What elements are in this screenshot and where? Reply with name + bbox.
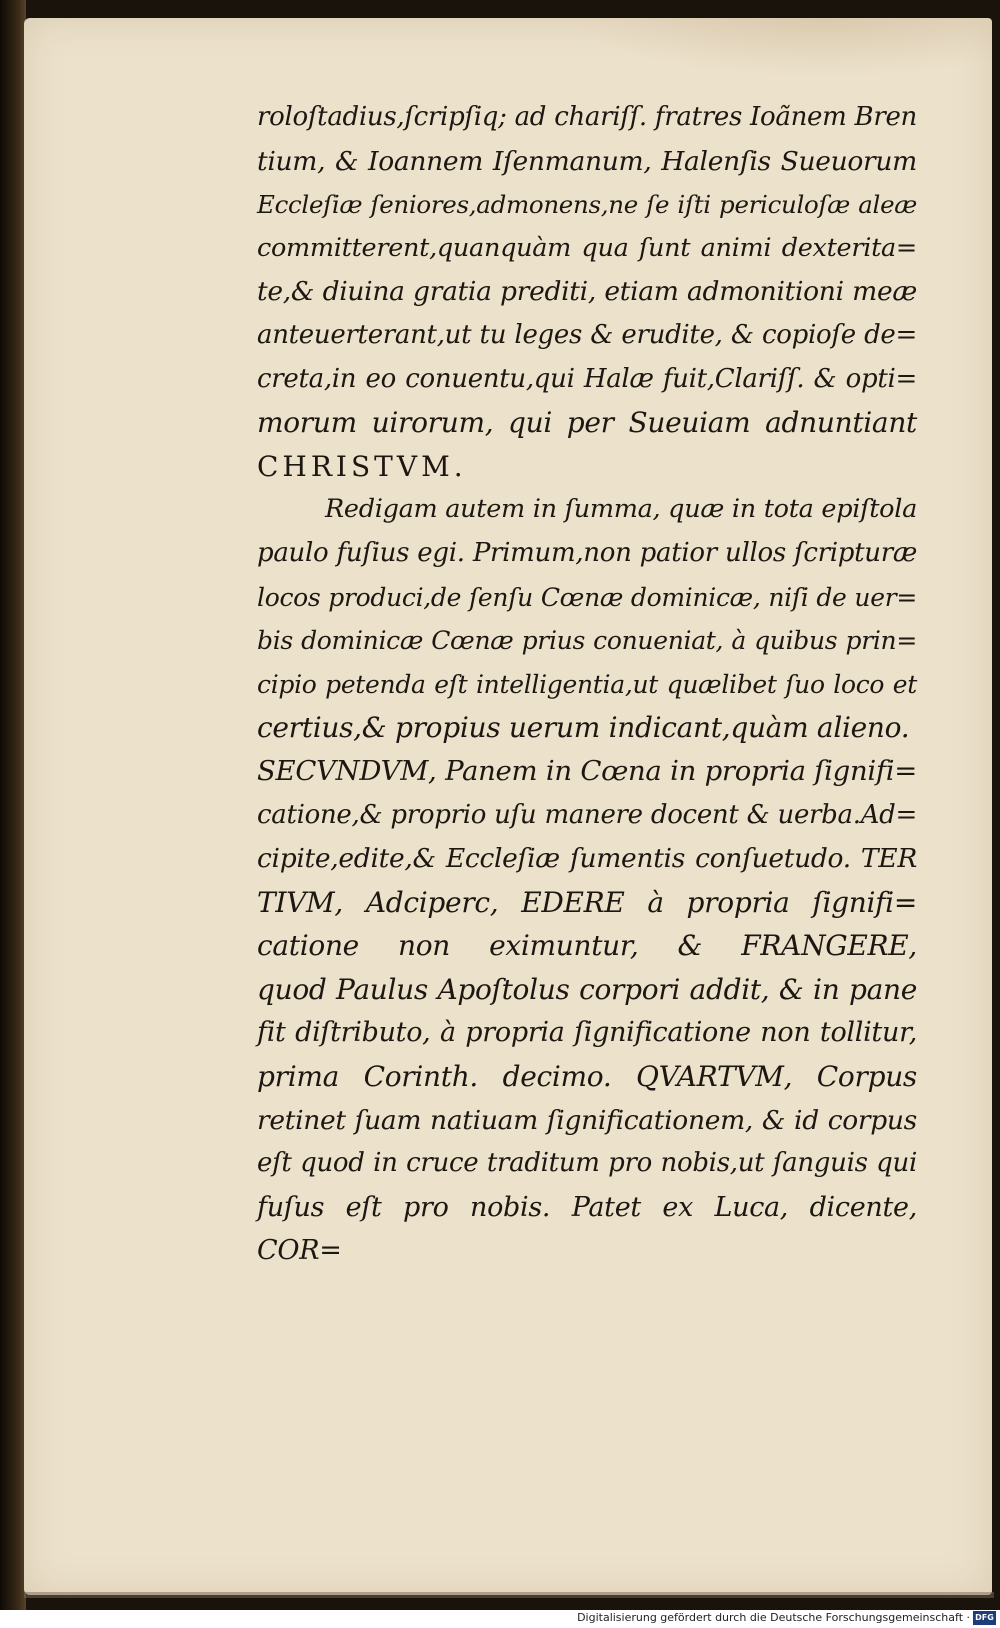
text-line: cipio petenda eſt intelligentia,ut quælibet ſuo loco et bbox=[257, 669, 917, 699]
text-line: eſt quod in cruce traditum pro nobis,ut ſanguis qui bbox=[257, 1148, 917, 1179]
text-line: bis dominicæ Cœnæ prius conueniat, à quibus prin= bbox=[257, 626, 917, 656]
text-line: tium, & Ioannem Iſenmanum, Halenſis Sueuorum bbox=[257, 145, 917, 177]
text-line: fit diſtributo, à propria ſignificatione non tollitur, bbox=[257, 1017, 917, 1049]
text-line: anteuerterant,ut tu leges & erudite, & copioſe de= bbox=[257, 319, 917, 350]
text-line: morum uirorum, qui per Sueuiam adnuntiant bbox=[257, 406, 917, 440]
text-line: roloſtadius,ſcripſiq; ad chariſſ. fratres Ioãnem Bren bbox=[257, 102, 917, 132]
page-text bbox=[257, 96, 917, 1267]
text-line: committerent,quanquàm qua ſunt animi dexterita= bbox=[257, 232, 917, 263]
page-wear-mark bbox=[572, 18, 992, 78]
text-line: Eccleſiæ ſeniores,admonens,ne ſe iſti periculoſæ aleæ bbox=[257, 190, 917, 220]
paragraph-start-line: Redigam autem in ſumma, quæ in tota epiſtola bbox=[325, 494, 917, 525]
text-line: catione non eximuntur, & FRANGERE, bbox=[257, 929, 917, 963]
book-spine-edge bbox=[0, 0, 26, 1610]
dfg-logo[interactable]: DFG bbox=[973, 1611, 996, 1625]
text-line: TIVM, Adciperc, EDERE à propria ſignifi= bbox=[257, 885, 917, 919]
text-line: certius,& propius uerum indicant,quàm alieno. bbox=[257, 711, 910, 745]
text-line: CHRISTVM. bbox=[257, 449, 467, 483]
page-bottom-edge bbox=[24, 1592, 994, 1598]
text-line: SECVNDVM, Panem in Cœna in propria ſignifi= bbox=[257, 754, 917, 787]
text-line: fuſus eſt pro nobis. Patet ex Luca, dicente, COR= bbox=[257, 1191, 917, 1267]
text-line: quod Paulus Apoſtolus corpori addit, & in pane bbox=[257, 972, 917, 1006]
text-line: prima Corinth. decimo. QVARTVM, Corpus bbox=[257, 1060, 917, 1094]
text-line: retinet ſuam natiuam ſignificationem, & id corpus bbox=[257, 1104, 917, 1136]
text-line: locos produci,de ſenſu Cœnæ dominicæ, niſi de uer= bbox=[257, 582, 917, 612]
text-line: catione,& proprio uſu manere docent & uerba.Ad= bbox=[257, 799, 917, 830]
text-line: creta,in eo conuentu,qui Halæ fuit,Clariſſ. & opti= bbox=[257, 363, 917, 394]
text-line: cipite,edite,& Eccleſiæ ſumentis conſuetudo. TER bbox=[257, 843, 917, 875]
digitization-credit: Digitalisierung gefördert durch die Deutsche Forschungsgemeinschaft · bbox=[577, 1611, 970, 1624]
text-line: te,& diuina gratia prediti, etiam admonitioni meæ bbox=[257, 276, 917, 308]
text-line: paulo fuſius egi. Primum,non patior ullos ſcripturæ bbox=[257, 537, 917, 568]
